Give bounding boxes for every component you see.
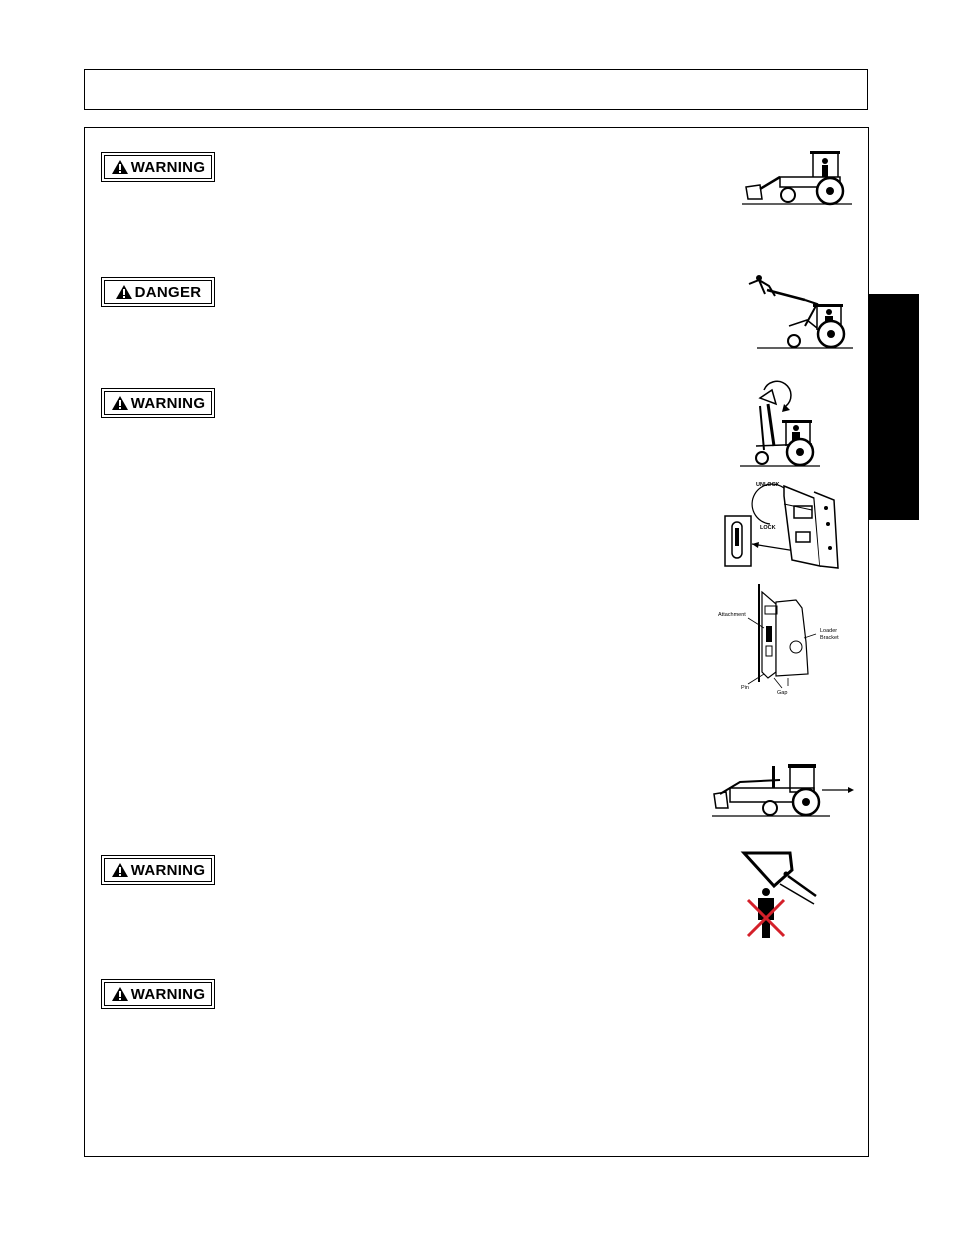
tractor-loader-illustration — [740, 147, 855, 209]
warning-triangle-icon — [111, 986, 129, 1002]
signal-word: WARNING — [130, 158, 206, 176]
attachment-label: Attachment — [718, 612, 746, 618]
danger-badge — [101, 277, 215, 307]
warning-triangle-icon — [111, 395, 129, 411]
page-header-box — [84, 69, 868, 110]
warning-badge — [101, 152, 215, 182]
signal-word: WARNING — [130, 985, 206, 1003]
warning-badge — [101, 979, 215, 1009]
warning-triangle-icon — [115, 284, 133, 300]
lock-mechanism-illustration — [722, 476, 844, 574]
tractor-moving-illustration — [710, 758, 855, 820]
person-thrown-illustration — [745, 270, 857, 352]
signal-word: DANGER — [134, 283, 202, 301]
loader-label: Loader — [820, 628, 838, 634]
warning-badge — [101, 388, 215, 418]
warning-triangle-icon — [111, 159, 129, 175]
raised-loader-illustration — [738, 380, 823, 470]
no-person-under-load-illustration — [740, 850, 820, 942]
attachment-bracket-diagram — [716, 582, 846, 697]
signal-word: WARNING — [130, 861, 206, 879]
warning-badge — [101, 855, 215, 885]
pin-label: Pin — [741, 685, 749, 691]
lock-label: LOCK — [760, 525, 776, 531]
warning-triangle-icon — [111, 862, 129, 878]
gap-label: Gap — [777, 690, 788, 696]
bracket-label: Bracket — [820, 635, 839, 641]
unlock-label: UNLOCK — [756, 482, 780, 488]
signal-word: WARNING — [130, 394, 206, 412]
section-side-tab — [869, 294, 919, 520]
